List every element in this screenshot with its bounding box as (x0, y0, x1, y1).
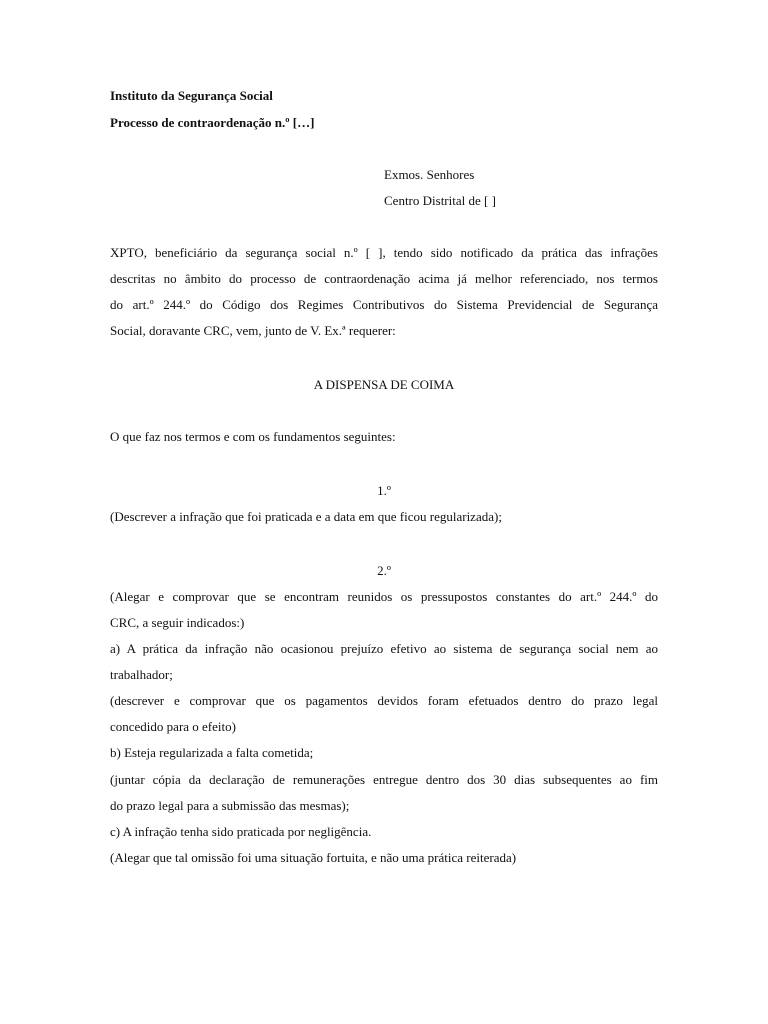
section-line: c) A infração tenha sido praticada por negligência. (110, 824, 372, 839)
section-line: (descrever e comprovar que os pagamentos devidos foram efetuados dentro do prazo legal (110, 693, 658, 708)
section-line: (Descrever a infração que foi praticada e a data em que ficou regularizada); (110, 509, 502, 524)
section-line: a) A prática da infração não ocasionou prejuízo efetivo ao sistema de segurança social nem ao (110, 641, 658, 656)
section-line: (Alegar e comprovar que se encontram reunidos os pressupostos constantes do art.º 244.º do (110, 589, 658, 604)
section-line: (Alegar que tal omissão foi uma situação fortuita, e não uma prática reiterada) (110, 850, 517, 865)
section-line: do prazo legal para a submissão das mesmas); (110, 798, 350, 813)
section-line: (juntar cópia da declaração de remunerações entregue dentro dos 30 dias subsequentes ao fim (110, 772, 658, 787)
process-number: Processo de contraordenação n.º […] (110, 115, 315, 130)
intro-line: XPTO, beneficiário da segurança social n.º [ ], tendo sido notificado da prática das infrações (110, 245, 658, 260)
section-line: trabalhador; (110, 667, 173, 682)
section-number: 1.º (377, 483, 391, 498)
section-line: CRC, a seguir indicados:) (110, 615, 245, 630)
grounds-intro: O que faz nos termos e com os fundamentos seguintes: (110, 429, 396, 444)
section-number: 2.º (377, 563, 391, 578)
institution-title: Instituto da Segurança Social (110, 88, 273, 103)
addressee-center: Centro Distrital de [ ] (384, 193, 496, 208)
intro-line: do art.º 244.º do Código dos Regimes Contributivos do Sistema Previdencial de Segurança (110, 297, 658, 312)
request-title: A DISPENSA DE COIMA (313, 377, 455, 392)
intro-line: Social, doravante CRC, vem, junto de V. Ex.ª requerer: (110, 323, 396, 338)
section-line: b) Esteja regularizada a falta cometida; (110, 745, 314, 760)
section-line: concedido para o efeito) (110, 719, 236, 734)
intro-line: descritas no âmbito do processo de contraordenação acima já melhor referenciado, nos termos (110, 271, 658, 286)
addressee-salutation: Exmos. Senhores (384, 167, 475, 182)
